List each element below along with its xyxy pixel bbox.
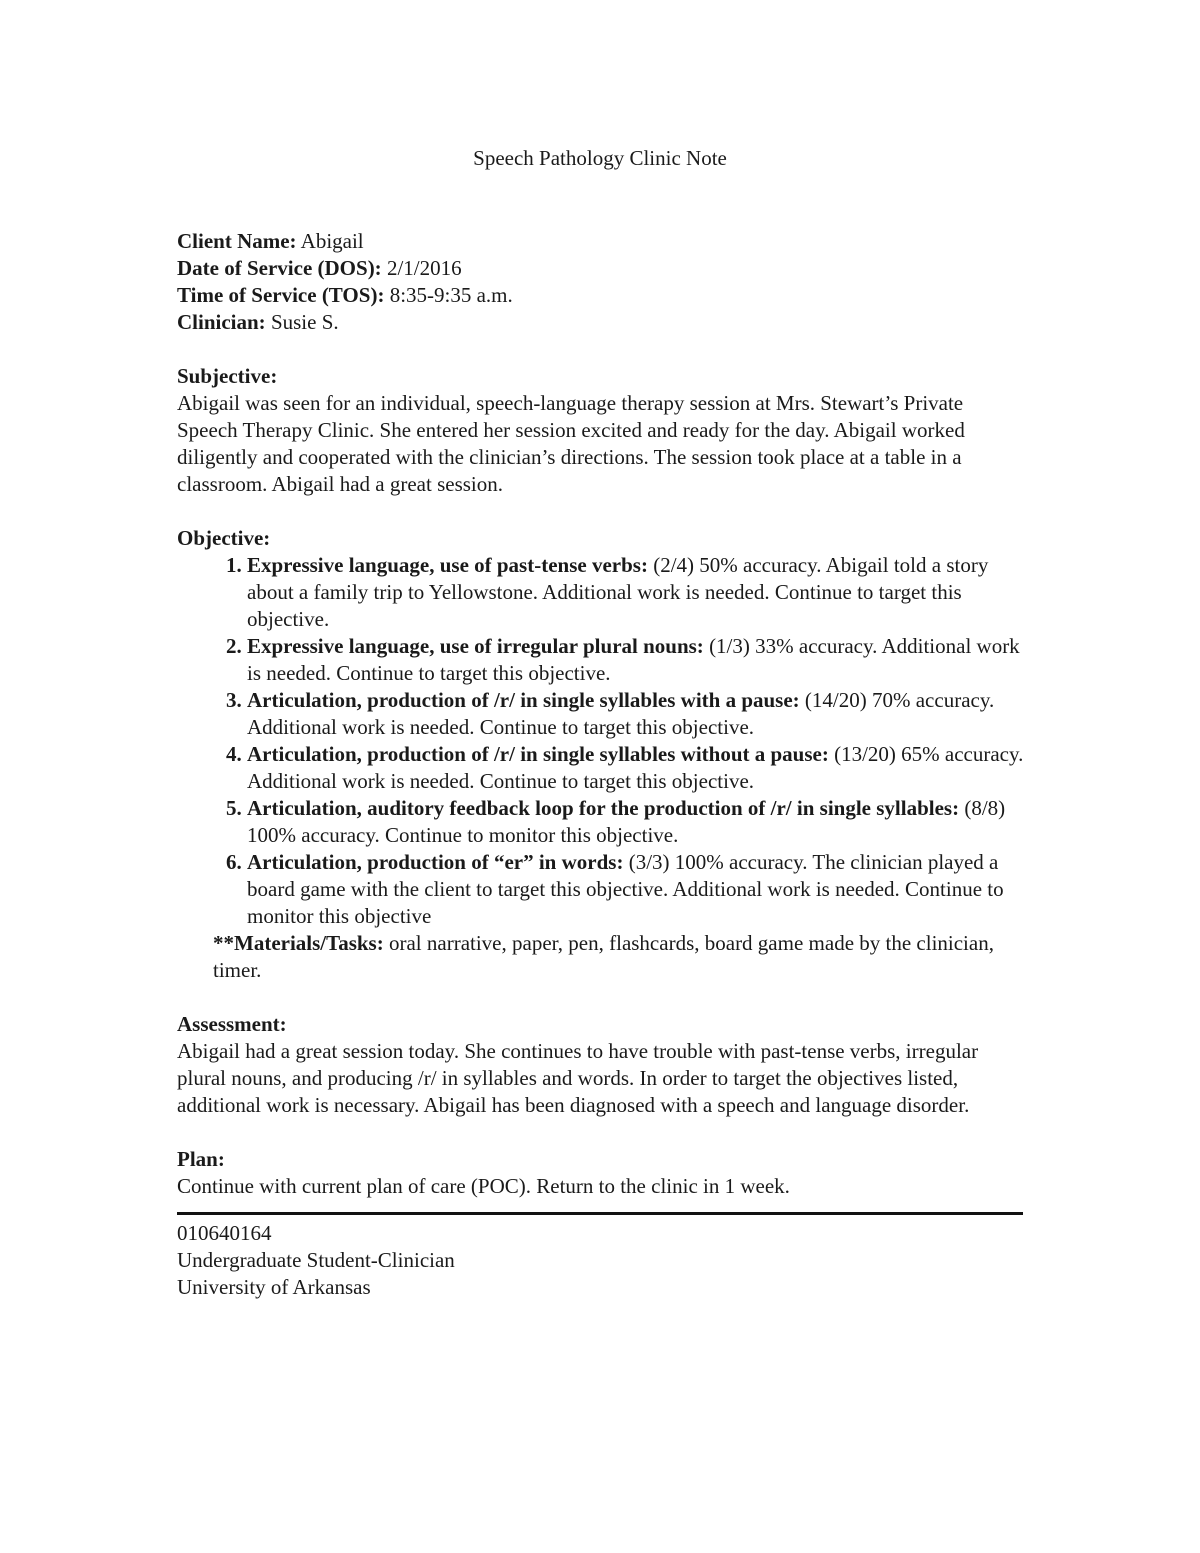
objective-item bbox=[247, 552, 1027, 633]
objective-label: Articulation, production of “er” in words: bbox=[247, 850, 624, 874]
objective-text: (8/8) 100% accuracy. Continue to monitor this objective. bbox=[247, 796, 1006, 847]
objective-item bbox=[247, 687, 1027, 741]
document-title: Speech Pathology Clinic Note bbox=[473, 146, 727, 170]
objective-label: Expressive language, use of irregular plural nouns: bbox=[247, 634, 704, 658]
field-value: 8:35-9:35 a.m. bbox=[384, 283, 513, 307]
field-value: Abigail bbox=[296, 229, 364, 253]
subjective-section bbox=[177, 363, 1027, 498]
assessment-text: Abigail had a great session today. She continues to have trouble with past-tense verbs, irregular plural nouns, and producing /r/ in syllables and words. In order to target the objectives listed, additional work is necessary. Abigail has been diagnosed with a speech and language disorder. bbox=[177, 1039, 979, 1117]
field-label: Client Name: bbox=[177, 229, 297, 253]
field-label: Date of Service (DOS): bbox=[177, 256, 382, 280]
materials-text: oral narrative, paper, pen, flashcards, board game made by the clinician, timer. bbox=[213, 931, 994, 982]
objective-label: Articulation, production of /r/ in single syllables without a pause: bbox=[247, 742, 829, 766]
field-label: Time of Service (TOS): bbox=[177, 283, 385, 307]
plan-heading: Plan: bbox=[177, 1147, 225, 1171]
plan-section bbox=[177, 1146, 1027, 1200]
objectives-list bbox=[177, 552, 1027, 930]
objective-section bbox=[177, 525, 1027, 984]
objective-label: Articulation, auditory feedback loop for the production of /r/ in single syllables: bbox=[247, 796, 960, 820]
document-body bbox=[177, 140, 1027, 1301]
objective-label: Articulation, production of /r/ in single syllables with a pause: bbox=[247, 688, 800, 712]
field-value: 2/1/2016 bbox=[381, 256, 462, 280]
plan-text: Continue with current plan of care (POC). Return to the clinic in 1 week. bbox=[177, 1174, 790, 1198]
client-info-block bbox=[177, 228, 1027, 336]
time-of-service-field bbox=[177, 282, 1027, 309]
signature-institution: University of Arkansas bbox=[177, 1275, 371, 1299]
field-label: Clinician: bbox=[177, 310, 266, 334]
objective-item bbox=[247, 849, 1027, 930]
assessment-section bbox=[177, 1011, 1027, 1119]
objective-heading: Objective: bbox=[177, 526, 271, 550]
objective-text: (14/20) 70% accuracy. Additional work is needed. Continue to target this objective. bbox=[247, 688, 995, 739]
objective-text: (1/3) 33% accuracy. Additional work is needed. Continue to target this objective. bbox=[247, 634, 1020, 685]
objective-text: (2/4) 50% accuracy. Abigail told a story about a family trip to Yellowstone. Additional work is needed. Continue to target this objective. bbox=[247, 553, 989, 631]
signature-block bbox=[177, 1220, 1027, 1301]
client-name-field bbox=[177, 228, 1027, 255]
assessment-heading: Assessment: bbox=[177, 1012, 287, 1036]
signature-role: Undergraduate Student-Clinician bbox=[177, 1248, 455, 1272]
subjective-heading: Subjective: bbox=[177, 364, 278, 388]
objective-item bbox=[247, 795, 1027, 849]
student-id: 010640164 bbox=[177, 1221, 272, 1245]
objective-text: (13/20) 65% accuracy. Additional work is needed. Continue to target this objective. bbox=[247, 742, 1024, 793]
objective-label: Expressive language, use of past-tense verbs: bbox=[247, 553, 648, 577]
objective-item bbox=[247, 633, 1027, 687]
materials-note bbox=[213, 930, 1027, 984]
subjective-text: Abigail was seen for an individual, speech-language therapy session at Mrs. Stewart’s Private Speech Therapy Clinic. She entered her session excited and ready for the day. Abigail worked diligently and cooperated with the clinician’s directions. The session took place at a table in a classroom. Abigail had a great session. bbox=[177, 391, 965, 496]
objective-item bbox=[247, 741, 1027, 795]
clinician-field bbox=[177, 309, 1027, 336]
field-value: Susie S. bbox=[265, 310, 339, 334]
objective-text: (3/3) 100% accuracy. The clinician played a board game with the client to target this objective. Additional work is needed. Continue to monitor this objective bbox=[247, 850, 1004, 928]
materials-label: **Materials/Tasks: bbox=[213, 931, 384, 955]
signature-divider bbox=[177, 1212, 1023, 1215]
date-of-service-field bbox=[177, 255, 1027, 282]
